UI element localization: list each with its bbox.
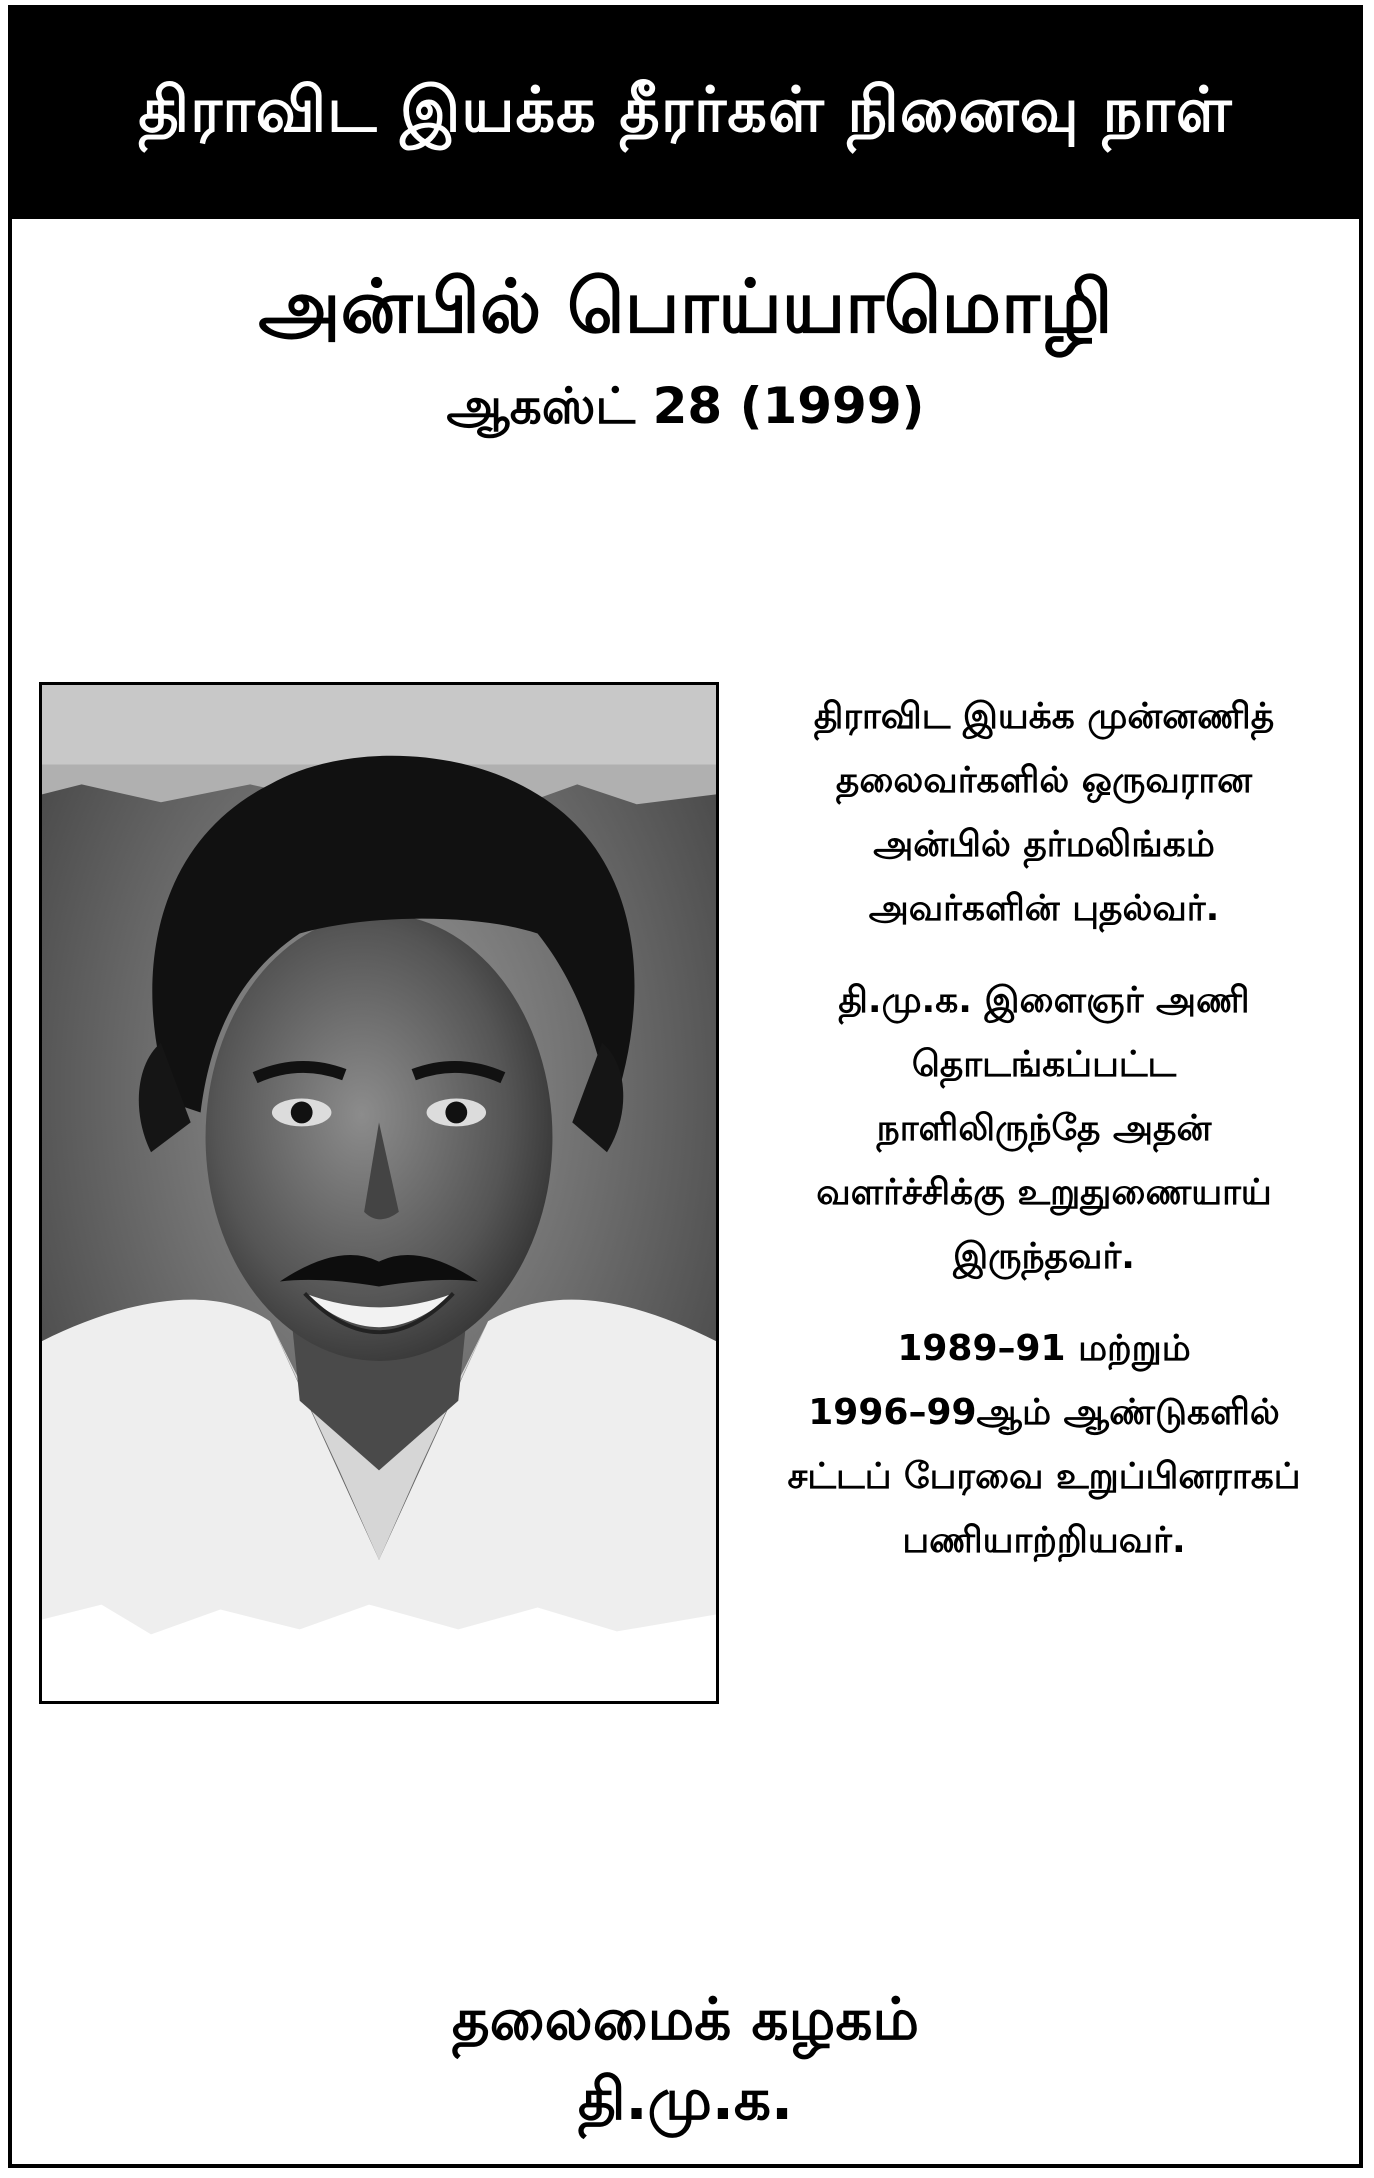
person-name: அன்பில் பொய்யாமொழி (258, 264, 1113, 350)
bio-line: தொடங்கப்பட்ட (911, 1044, 1177, 1085)
bio-line: தி.மு.க. இளைஞர் அணி (838, 980, 1250, 1021)
portrait-illustration (42, 685, 716, 1701)
header-banner (12, 9, 1359, 219)
bio-line: அவர்களின் புதல்வர். (868, 888, 1220, 929)
bio-line: இருந்தவர். (953, 1236, 1135, 1277)
biography (724, 685, 1364, 1601)
bio-line: அன்பில் தர்மலிங்கம் (873, 824, 1215, 865)
banner-title: திராவிட இயக்க தீரர்கள் நினைவு நாள் (138, 73, 1233, 146)
bio-line: 1989–91 மற்றும் (897, 1328, 1191, 1369)
bio-line: தலைவர்களில் ஒருவரான (835, 760, 1253, 801)
bio-paragraph (724, 1317, 1364, 1573)
bio-line: சட்டப் பேரவை உறுப்பினராகப் (787, 1456, 1301, 1497)
signature-org: தலைமைக் கழகம் (451, 1985, 920, 2053)
notice-frame (8, 5, 1363, 2168)
bio-paragraph (724, 969, 1364, 1289)
portrait-photo (39, 682, 719, 1704)
bio-line: பணியாற்றியவர். (902, 1520, 1186, 1561)
bio-line: 1996–99ஆம் ஆண்டுகளில் (808, 1392, 1280, 1433)
bio-line: நாளிலிருந்தே அதன் (876, 1108, 1212, 1149)
bio-line: வளர்ச்சிக்கு உறுதுணையாய் (816, 1172, 1272, 1213)
bio-paragraph (724, 685, 1364, 941)
signature-block (12, 1979, 1359, 2139)
memorial-date: ஆகஸ்ட் 28 (1999) (446, 377, 925, 435)
signature-party: தி.மு.க. (577, 2065, 794, 2133)
bio-line: திராவிட இயக்க முன்னணித் (813, 696, 1275, 737)
